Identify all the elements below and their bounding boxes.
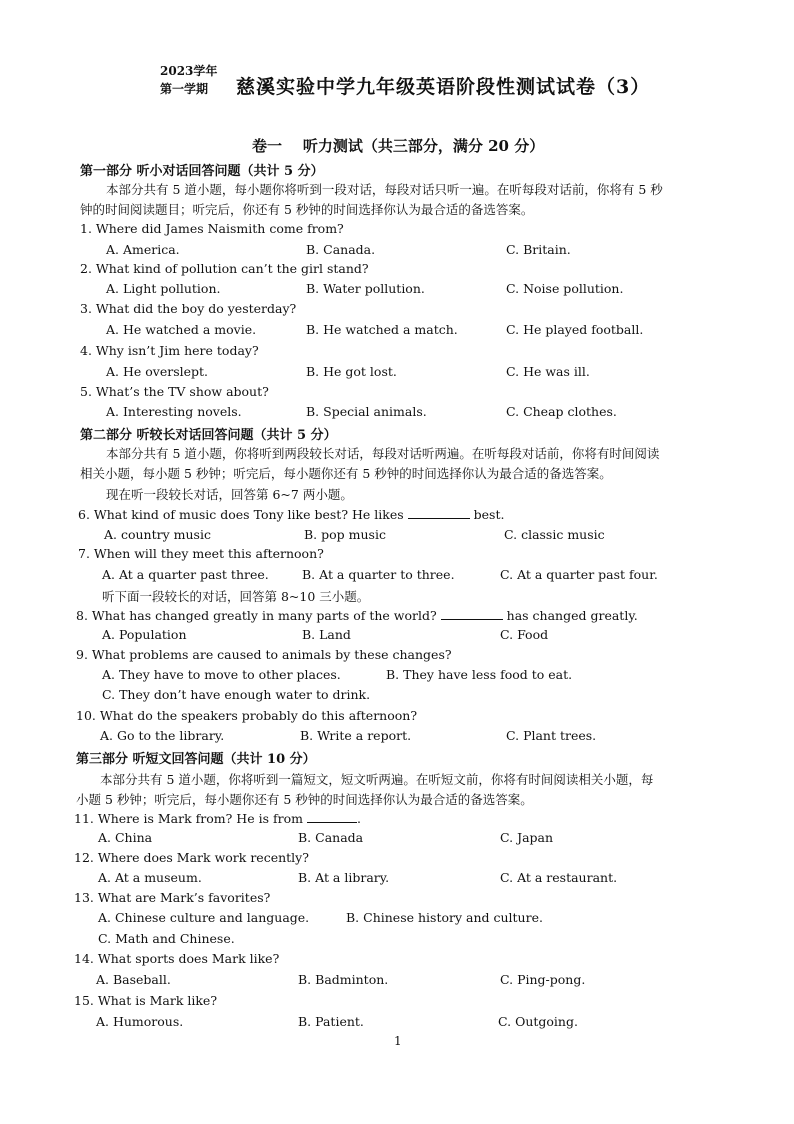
school-term: 第一学期 — [160, 82, 209, 96]
option-12a: A. At a museum. — [98, 870, 202, 885]
option-8a: A. Population — [102, 627, 187, 642]
option-14c: C. Ping-pong. — [500, 972, 586, 987]
part2-instruction: 相关小题，每小题 5 秒钟；听完后，每小题你还有 5 秒钟的时间选择你认为最合适的备选答案。 — [80, 466, 612, 481]
question-11 — [74, 810, 361, 826]
school-year: 2023学年 — [160, 64, 218, 78]
option-1c: C. Britain. — [506, 242, 571, 257]
question-11-text: 11. Where is Mark from? He is from — [74, 811, 303, 826]
instruction-8-10: 听下面一段较长的对话，回答第 8~10 三小题。 — [102, 589, 370, 604]
option-15a: A. Humorous. — [96, 1014, 184, 1029]
question-7: 7. When will they meet this afternoon? — [78, 546, 324, 561]
option-11c: C. Japan — [500, 830, 554, 845]
option-7a: A. At a quarter past three. — [102, 567, 269, 582]
option-3a: A. He watched a movie. — [106, 322, 257, 337]
option-1b: B. Canada. — [306, 242, 376, 257]
answer-blank — [307, 810, 357, 823]
page-number: 1 — [394, 1034, 402, 1048]
option-6c: C. classic music — [504, 527, 605, 542]
option-8b: B. Land — [302, 627, 351, 642]
option-5c: C. Cheap clothes. — [506, 404, 617, 419]
part1-instruction: 本部分共有 5 道小题，每小题你将听到一段对话，每段对话只听一遍。在听每段对话前，你将有 5 秒 — [106, 182, 663, 197]
question-6-text: 6. What kind of music does Tony like best? He likes — [78, 507, 404, 522]
part3-heading: 第三部分 听短文回答问题（共计 10 分） — [76, 752, 316, 767]
option-10a: A. Go to the library. — [100, 728, 225, 743]
question-4: 4. Why isn’t Jim here today? — [80, 343, 259, 358]
option-6a: A. country music — [104, 527, 211, 542]
option-2a: A. Light pollution. — [106, 281, 221, 296]
answer-blank — [408, 506, 470, 519]
question-10: 10. What do the speakers probably do this afternoon? — [76, 708, 418, 723]
question-8-text: 8. What has changed greatly in many parts of the world? — [76, 608, 437, 623]
option-5b: B. Special animals. — [306, 404, 427, 419]
part2-instruction: 现在听一段较长对话，回答第 6~7 两小题。 — [106, 487, 353, 502]
question-8 — [76, 607, 638, 623]
question-15: 15. What is Mark like? — [74, 993, 218, 1008]
option-4c: C. He was ill. — [506, 364, 590, 379]
section-title: 卷一 听力测试（共三部分，满分 20 分） — [252, 137, 545, 155]
option-13b: B. Chinese history and culture. — [346, 910, 543, 925]
option-15c: C. Outgoing. — [498, 1014, 578, 1029]
part1-heading: 第一部分 听小对话回答问题（共计 5 分） — [80, 164, 324, 179]
question-13: 13. What are Mark’s favorites? — [74, 890, 271, 905]
question-3: 3. What did the boy do yesterday? — [80, 301, 297, 316]
option-12b: B. At a library. — [298, 870, 390, 885]
part2-instruction: 本部分共有 5 道小题，你将听到两段较长对话，每段对话听两遍。在听每段对话前，你将有时间阅读 — [106, 446, 660, 461]
option-11b: B. Canada — [298, 830, 364, 845]
option-13c: C. Math and Chinese. — [98, 931, 235, 946]
option-2c: C. Noise pollution. — [506, 281, 624, 296]
option-4b: B. He got lost. — [306, 364, 397, 379]
part2-heading: 第二部分 听较长对话回答问题（共计 5 分） — [80, 428, 337, 443]
question-6-text-end: best. — [473, 507, 505, 522]
question-5: 5. What’s the TV show about? — [80, 384, 269, 399]
option-12c: C. At a restaurant. — [500, 870, 618, 885]
question-6 — [78, 506, 504, 522]
question-2: 2. What kind of pollution can’t the girl stand? — [80, 261, 369, 276]
option-7b: B. At a quarter to three. — [302, 567, 455, 582]
option-15b: B. Patient. — [298, 1014, 364, 1029]
option-1a: A. America. — [106, 242, 180, 257]
option-14b: B. Badminton. — [298, 972, 389, 987]
question-9: 9. What problems are caused to animals by these changes? — [76, 647, 452, 662]
question-14: 14. What sports does Mark like? — [74, 951, 280, 966]
question-8-text-end: has changed greatly. — [506, 608, 638, 623]
part1-instruction: 钟的时间阅读题目；听完后，你还有 5 秒钟的时间选择你认为最合适的备选答案。 — [80, 202, 534, 217]
page-title: 慈溪实验中学九年级英语阶段性测试试卷（3） — [236, 76, 651, 98]
option-7c: C. At a quarter past four. — [500, 567, 658, 582]
question-11-text-end: . — [356, 811, 361, 826]
part3-instruction: 本部分共有 5 道小题，你将听到一篇短文，短文听两遍。在听短文前，你将有时间阅读相关小题，每 — [100, 772, 654, 787]
option-11a: A. China — [98, 830, 153, 845]
question-12: 12. Where does Mark work recently? — [74, 850, 309, 865]
option-9a: A. They have to move to other places. — [102, 667, 341, 682]
option-9b: B. They have less food to eat. — [386, 667, 573, 682]
option-6b: B. pop music — [304, 527, 386, 542]
option-14a: A. Baseball. — [96, 972, 171, 987]
option-5a: A. Interesting novels. — [106, 404, 242, 419]
option-2b: B. Water pollution. — [306, 281, 425, 296]
option-10c: C. Plant trees. — [506, 728, 597, 743]
option-10b: B. Write a report. — [300, 728, 412, 743]
option-9c: C. They don’t have enough water to drink. — [102, 687, 371, 702]
option-13a: A. Chinese culture and language. — [98, 910, 310, 925]
option-3c: C. He played football. — [506, 322, 644, 337]
option-8c: C. Food — [500, 627, 549, 642]
option-4a: A. He overslept. — [106, 364, 209, 379]
answer-blank — [441, 607, 503, 620]
option-3b: B. He watched a match. — [306, 322, 458, 337]
question-1: 1. Where did James Naismith come from? — [80, 221, 344, 236]
part3-instruction: 小题 5 秒钟；听完后，每小题你还有 5 秒钟的时间选择你认为最合适的备选答案。 — [76, 792, 533, 807]
